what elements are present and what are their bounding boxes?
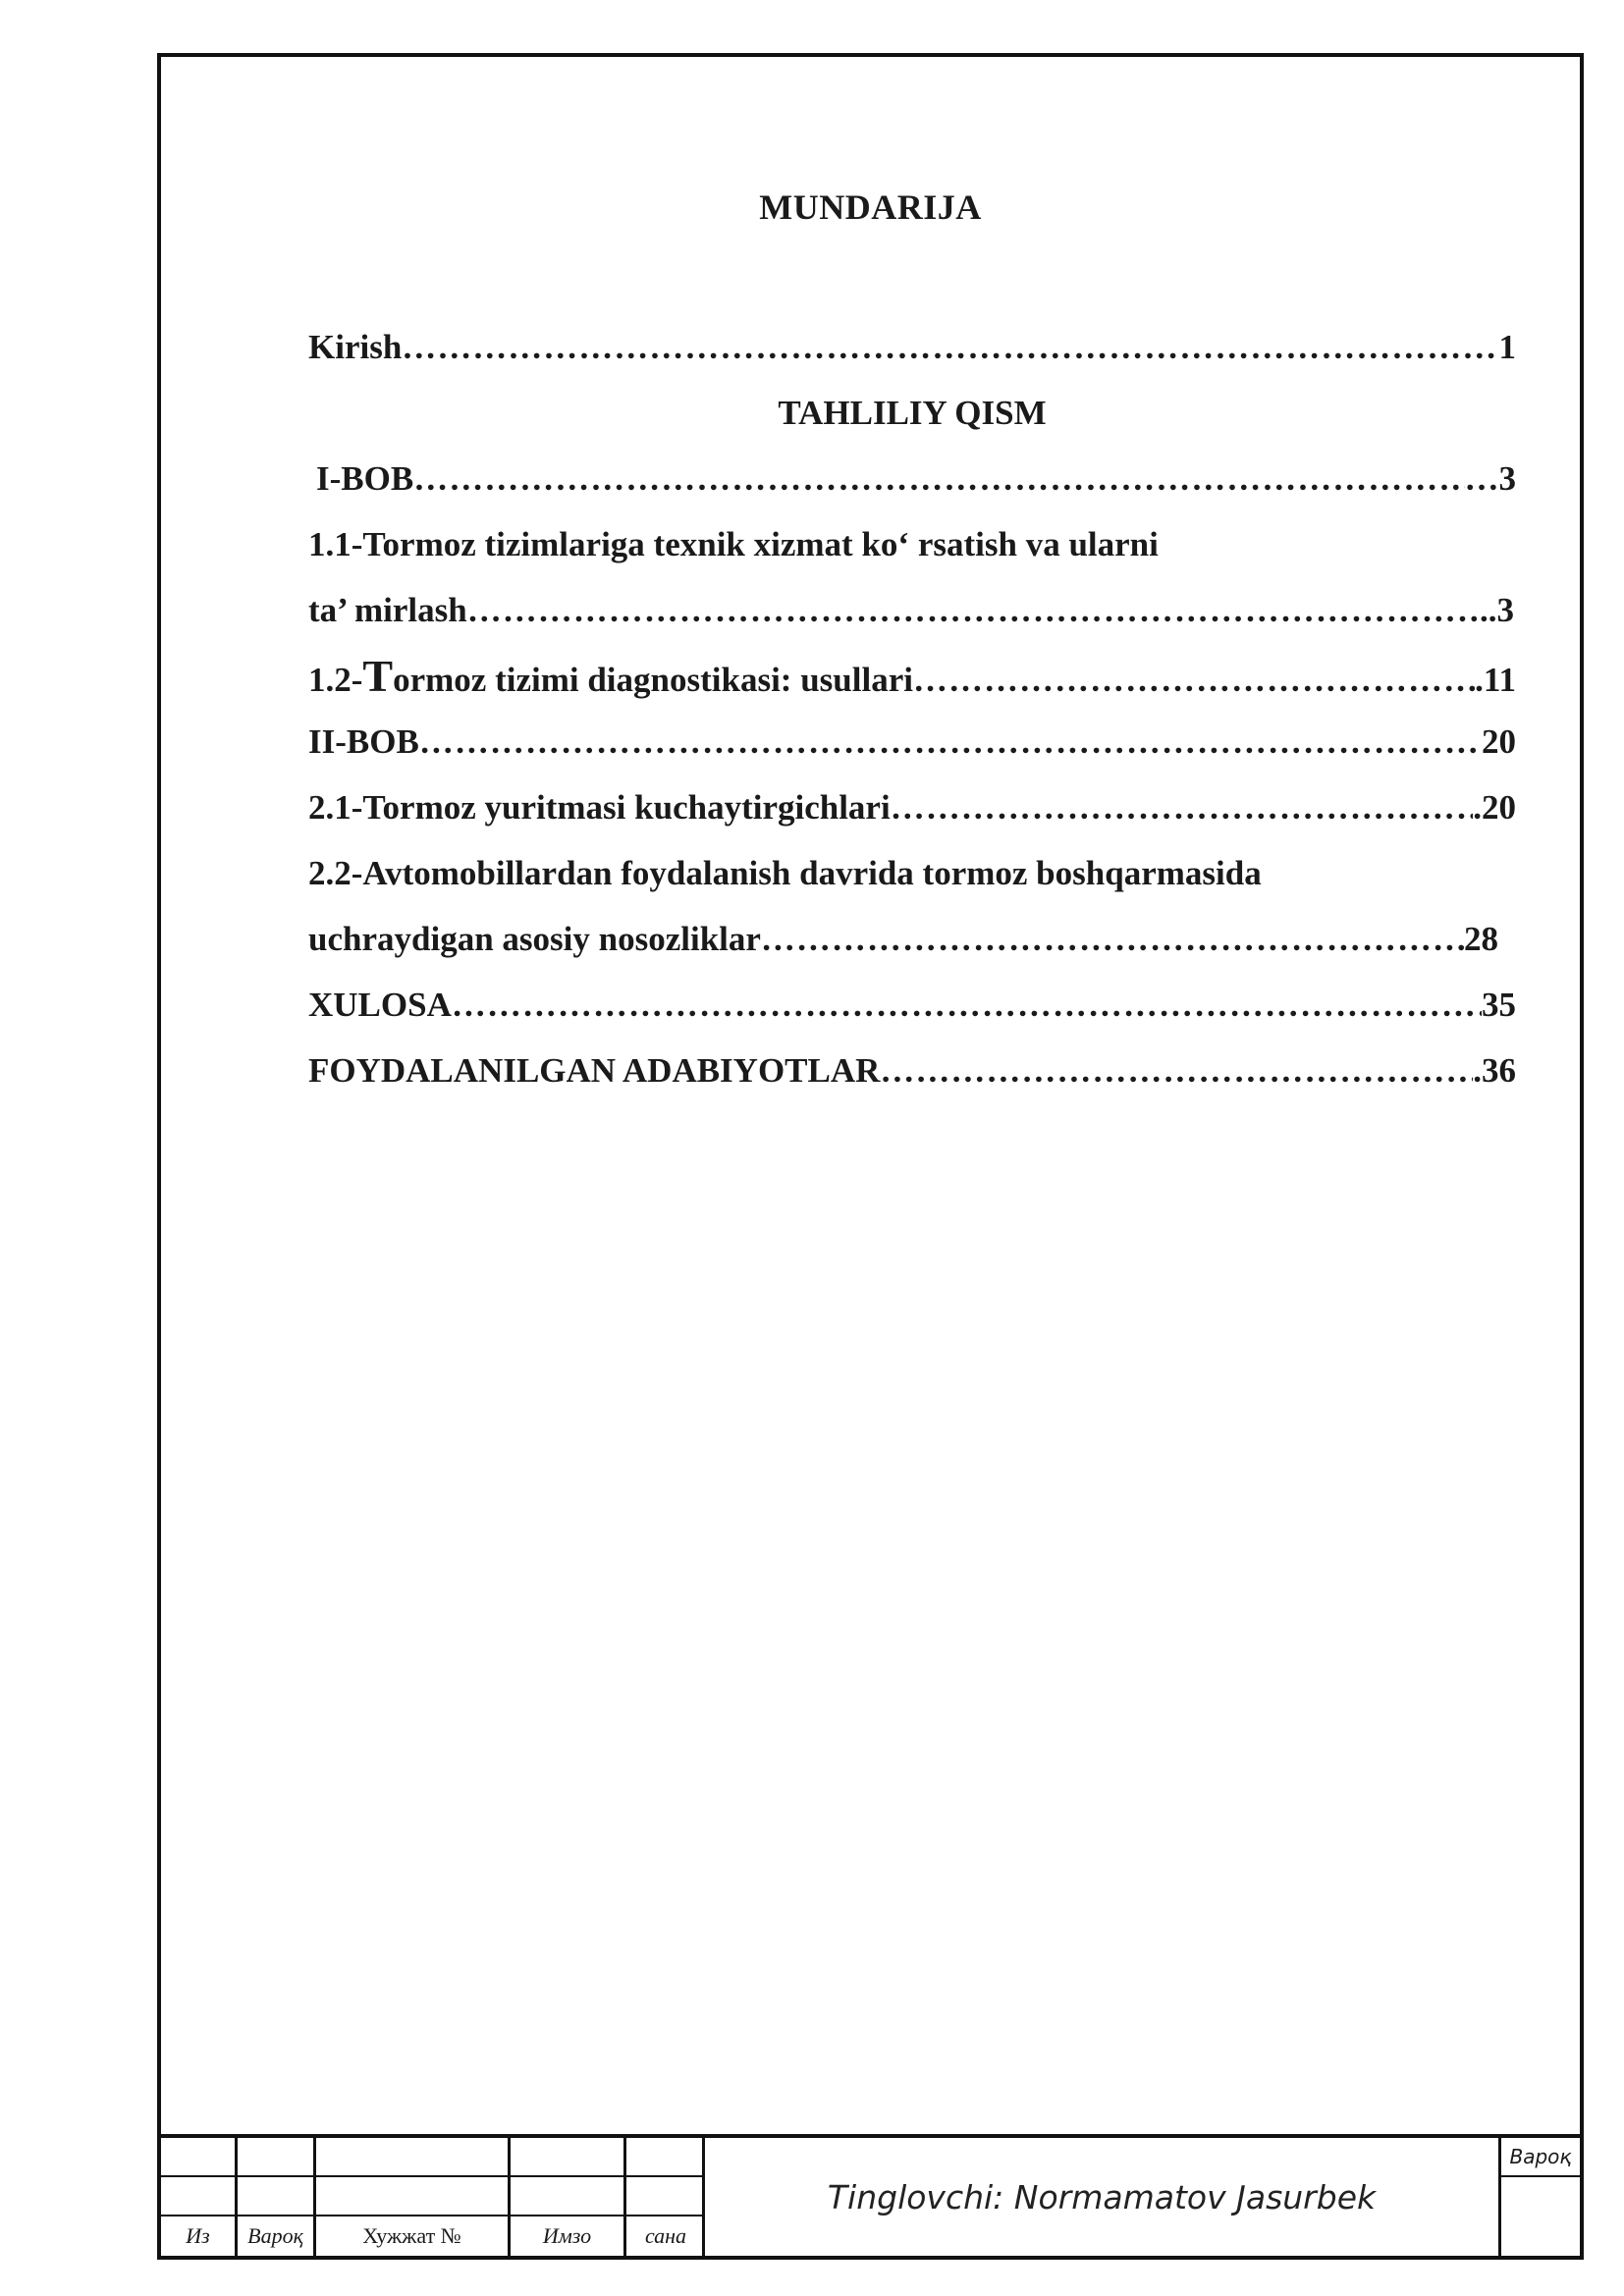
title-block-cell (511, 2177, 626, 2216)
toc-entry-2-2-line1 (308, 840, 1516, 906)
toc-leader-dots (419, 709, 1482, 774)
title-block-header-sana: сана (644, 2223, 687, 2248)
title-block-cell (161, 2138, 238, 2177)
sheet-label: Вароқ (1501, 2138, 1580, 2177)
title-block-cell (316, 2177, 511, 2216)
toc-leader-dots (913, 647, 1475, 713)
toc-leader-dots (467, 577, 1480, 643)
title-block-grid (161, 2138, 705, 2256)
title-block-header-imzo: Имзо (511, 2216, 626, 2256)
toc-entry-label: 1.1-Tormoz tizimlariga texnik xizmat ko‘ rsatish va ularni (308, 525, 1159, 563)
toc-leader-dots (761, 906, 1464, 972)
toc-entry-big-letter: T (362, 651, 394, 701)
toc-entry-label (308, 643, 913, 713)
toc-entry-page: …3 (1464, 459, 1516, 498)
toc-entry-label: uchraydigan asosiy nosozliklar (308, 920, 761, 958)
toc-leader-dots (452, 972, 1482, 1038)
toc-leader-dots (413, 446, 1464, 511)
sheet-number-box (1498, 2138, 1580, 2256)
table-of-contents (308, 314, 1516, 1103)
toc-entry-label: 2.2-Avtomobillardan foydalanish davrida tormoz boshqarmasida (308, 854, 1262, 892)
toc-entry-prefix: 1.2- (308, 661, 363, 699)
toc-entry-page: .11 (1475, 661, 1516, 699)
section-heading-text: TAHLILIY QISM (778, 394, 1047, 432)
toc-entry-2-1 (308, 774, 1516, 840)
toc-entry-label: Kirish (308, 328, 403, 366)
toc-entry-page: .20 (1473, 788, 1516, 827)
toc-entry-label: I-BOB (316, 459, 414, 498)
toc-entry-1-1-line2 (308, 577, 1514, 643)
toc-entry-page: 28 (1464, 920, 1498, 958)
title-block-cell (511, 2138, 626, 2177)
toc-entry-label: XULOSA (308, 986, 452, 1024)
toc-entry-page: 1 (1498, 328, 1516, 366)
document-title: MUNDARIJA (759, 187, 982, 227)
title-block-cell (626, 2177, 705, 2216)
title-block-cell (238, 2177, 316, 2216)
title-block-cell (626, 2138, 705, 2177)
toc-entry-page: 35 (1482, 986, 1516, 1024)
title-block-cell (316, 2138, 511, 2177)
student-name: Tinglovchi: Normamatov Jasurbek (827, 2177, 1377, 2216)
title-block (161, 2134, 1580, 2256)
toc-entry-1-1-line1 (308, 511, 1516, 577)
toc-entry-intro (308, 314, 1516, 380)
title-block-header-hujjat: Хужжат № (316, 2216, 511, 2256)
toc-entry-page: .36 (1473, 1051, 1516, 1090)
toc-entry-page: ..3 (1480, 591, 1514, 629)
toc-leader-dots (402, 314, 1498, 380)
toc-entry-1-2 (308, 643, 1516, 709)
toc-entry-label: 2.1-Tormoz yuritmasi kuchaytirgichlari (308, 788, 891, 827)
toc-entry-conclusion (308, 972, 1516, 1038)
title-block-cell (161, 2177, 238, 2216)
toc-entry-rest: ormoz tizimi diagnostikasi: usullari (393, 661, 913, 699)
page-frame (157, 53, 1584, 2260)
toc-entry-label: ta’ mirlash (308, 591, 467, 629)
toc-entry-references (308, 1038, 1516, 1103)
title-block-header-iz: Из (161, 2216, 238, 2256)
toc-entry-chapter1 (308, 446, 1516, 511)
toc-entry-label: II-BOB (308, 722, 419, 761)
toc-entry-page: 20 (1482, 722, 1516, 761)
toc-section-heading (308, 380, 1516, 446)
toc-leader-dots (891, 774, 1474, 840)
toc-entry-label: FOYDALANILGAN ADABIYOTLAR (308, 1051, 881, 1090)
title-block-header-varoq: Вароқ (238, 2216, 316, 2256)
toc-entry-2-2-line2 (308, 906, 1498, 972)
toc-leader-dots (880, 1038, 1473, 1103)
toc-entry-chapter2 (308, 709, 1516, 774)
title-block-cell (238, 2138, 316, 2177)
